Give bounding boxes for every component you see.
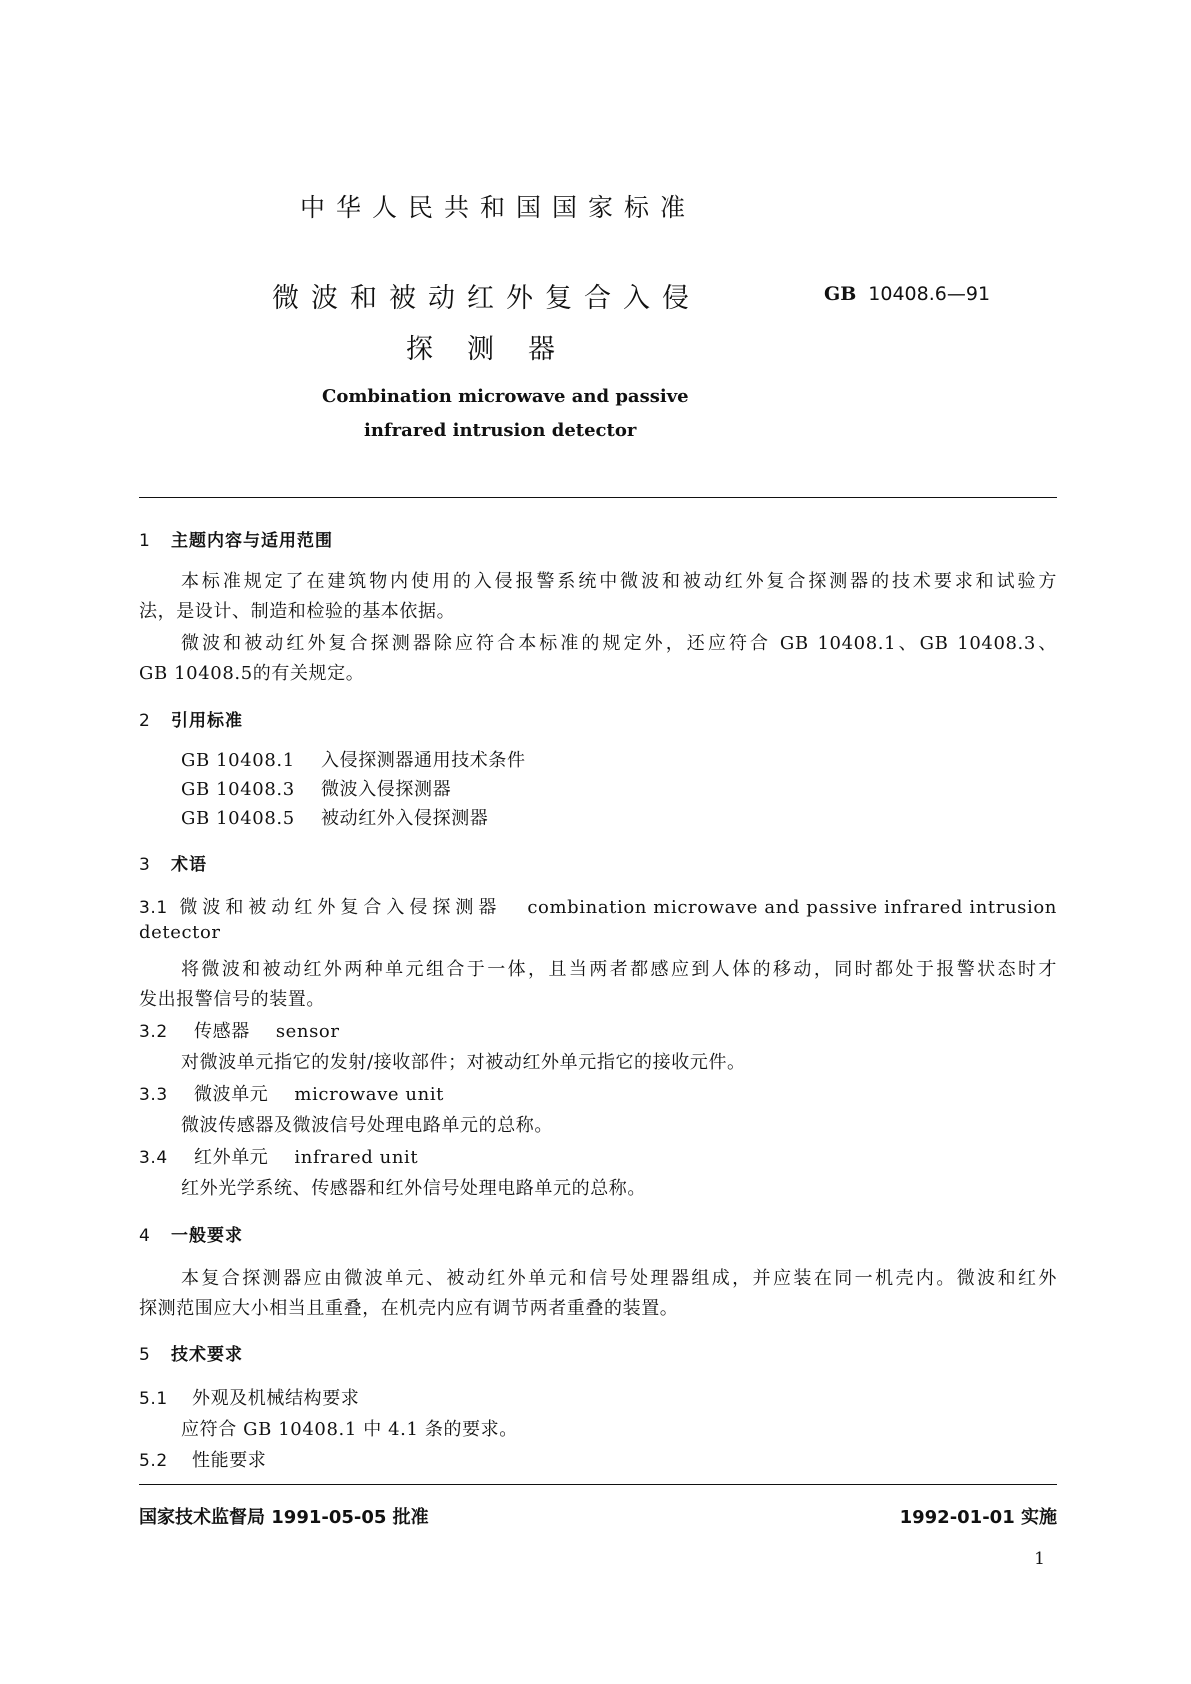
section-1-paragraph-1-line-1: 本标准规定了在建筑物内使用的入侵报警系统中微波和被动红外复合探测器的技术要求和试验方 (181, 571, 1057, 592)
term-cn: 红外单元 (194, 1147, 269, 1168)
term-en: infrared unit (294, 1147, 419, 1168)
reference-item (181, 775, 451, 801)
document-title-en-line1: Combination microwave and passive (322, 386, 689, 407)
term-3-2-definition: 对微波单元指它的发射/接收部件；对被动红外单元指它的接收元件。 (181, 1052, 746, 1073)
subsection-5-1-text: 应符合 GB 10408.1 中 4.1 条的要求。 (181, 1419, 518, 1440)
reference-item (181, 746, 526, 772)
subsection-5-1 (139, 1384, 359, 1410)
section-title: 技术要求 (171, 1345, 243, 1365)
term-cn: 微波和被动红外复合入侵探测器 (179, 897, 502, 918)
section-title: 引用标准 (171, 711, 243, 731)
page-number: 1 (1034, 1549, 1045, 1569)
term-3-3-definition: 微波传感器及微波信号处理电路单元的总称。 (181, 1115, 553, 1136)
term-number: 3.3 (139, 1085, 168, 1105)
subsection-title: 性能要求 (192, 1450, 267, 1471)
term-3-3 (139, 1080, 444, 1106)
section-number: 5 (139, 1345, 150, 1365)
section-1-paragraph-2-line-1: 微波和被动红外复合探测器除应符合本标准的规定外，还应符合 GB 10408.1、GB 10408.3、 (181, 633, 1057, 654)
section-1-paragraph-2-line-2: GB 10408.5的有关规定。 (139, 663, 365, 684)
section-4-line-1: 本复合探测器应由微波单元、被动红外单元和信号处理器组成，并应装在同一机壳内。微波和红外 (181, 1268, 1057, 1289)
term-en: microwave unit (294, 1084, 445, 1105)
section-1-paragraph-1-line-2: 法，是设计、制造和检验的基本依据。 (139, 601, 456, 622)
standard-prefix: GB (824, 283, 857, 305)
section-2-heading (139, 706, 243, 731)
subsection-number: 5.2 (139, 1451, 168, 1471)
approval-date: 国家技术监督局 1991-05-05 批准 (139, 1507, 429, 1528)
section-4-line-2: 探测范围应大小相当且重叠，在机壳内应有调节两者重叠的装置。 (139, 1298, 679, 1319)
section-3-heading (139, 850, 207, 875)
standard-org-heading: 中华人民共和国国家标准 (300, 193, 697, 222)
subsection-5-2 (139, 1446, 266, 1472)
document-title-cn-line2: 探测器 (406, 334, 589, 365)
footer-divider (139, 1484, 1057, 1485)
effective-date: 1992-01-01 实施 (899, 1507, 1057, 1528)
reference-item (181, 804, 488, 830)
section-1-heading (139, 526, 333, 551)
reference-title: 微波入侵探测器 (321, 779, 452, 800)
standard-code: 10408.6—91 (868, 283, 991, 305)
term-3-1-en-line-2: detector (139, 922, 221, 943)
section-5-heading (139, 1340, 243, 1365)
term-3-4-definition: 红外光学系统、传感器和红外信号处理电路单元的总称。 (181, 1178, 646, 1199)
reference-title: 被动红外入侵探测器 (321, 808, 489, 829)
term-en: sensor (275, 1021, 340, 1042)
reference-code: GB 10408.3 (181, 779, 295, 800)
subsection-title: 外观及机械结构要求 (192, 1388, 360, 1409)
term-en-line-1: combination microwave and passive infrared intrusion (527, 897, 1057, 918)
subsection-number: 5.1 (139, 1389, 168, 1409)
term-3-1 (139, 893, 1057, 919)
section-number: 1 (139, 531, 150, 551)
term-number: 3.1 (139, 898, 168, 918)
document-title-cn-line1: 微波和被动红外复合入侵 (272, 283, 701, 314)
section-title: 主题内容与适用范围 (171, 531, 333, 551)
section-number: 3 (139, 855, 150, 875)
section-number: 2 (139, 711, 150, 731)
reference-code: GB 10408.1 (181, 750, 295, 771)
term-3-2 (139, 1017, 340, 1043)
section-title: 一般要求 (171, 1226, 243, 1246)
standard-number (824, 283, 990, 305)
term-number: 3.4 (139, 1148, 168, 1168)
term-3-1-definition-line-2: 发出报警信号的装置。 (139, 989, 325, 1010)
term-3-1-definition-line-1: 将微波和被动红外两种单元组合于一体，且当两者都感应到人体的移动，同时都处于报警状态时才 (181, 959, 1057, 980)
term-number: 3.2 (139, 1022, 168, 1042)
document-title-en-line2: infrared intrusion detector (364, 420, 637, 441)
header-divider (139, 497, 1057, 498)
term-cn: 微波单元 (194, 1084, 269, 1105)
reference-title: 入侵探测器通用技术条件 (321, 750, 526, 771)
reference-code: GB 10408.5 (181, 808, 295, 829)
section-title: 术语 (171, 855, 207, 875)
section-4-heading (139, 1221, 243, 1246)
term-3-4 (139, 1143, 418, 1169)
term-cn: 传感器 (194, 1021, 250, 1042)
section-number: 4 (139, 1226, 150, 1246)
